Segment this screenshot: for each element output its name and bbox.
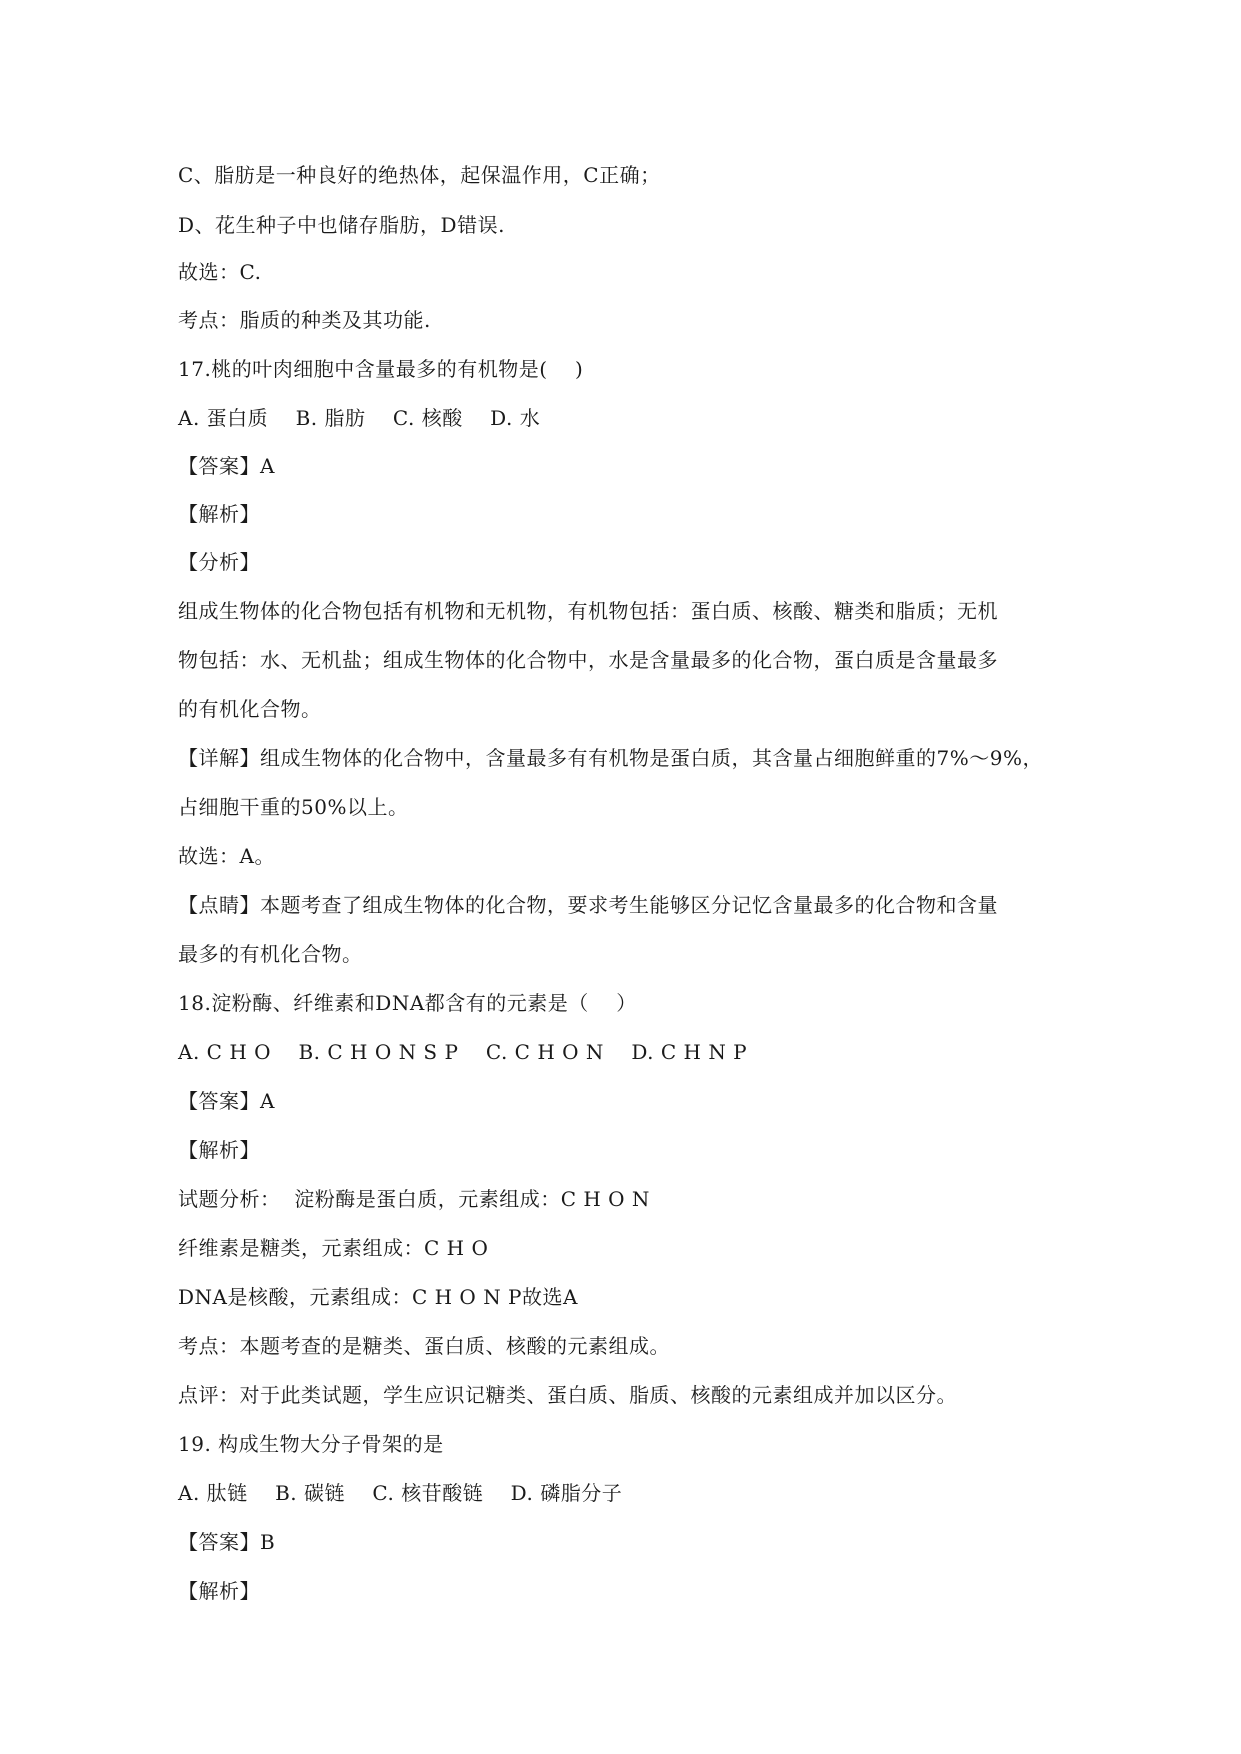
question-18-options: A. C H O B. C H O N S P C. C H O N D. C H N P	[178, 1040, 748, 1064]
text-line: 纤维素是糖类，元素组成：C H O	[178, 1236, 489, 1260]
text-line: 考点：本题考查的是糖类、蛋白质、核酸的元素组成。	[178, 1334, 670, 1358]
text-line: 点评：对于此类试题，学生应识记糖类、蛋白质、脂质、核酸的元素组成并加以区分。	[178, 1383, 957, 1407]
question-19-options: A. 肽链 B. 碳链 C. 核苷酸链 D. 磷脂分子	[178, 1481, 623, 1505]
text-line: 故选：C.	[178, 260, 262, 284]
text-line: DNA是核酸，元素组成：C H O N P故选A	[178, 1285, 578, 1309]
detail-explanation: 【详解】组成生物体的化合物中，含量最多有有机物是蛋白质，其含量占细胞鲜重的7%～9%，	[178, 746, 1043, 770]
question-19: 19. 构成生物大分子骨架的是	[178, 1432, 444, 1456]
answer-label: 【答案】B	[178, 1530, 276, 1554]
text-line: 组成生物体的化合物包括有机物和无机物，有机物包括：蛋白质、核酸、糖类和脂质；无机	[178, 599, 998, 623]
text-line: C、脂肪是一种良好的绝热体，起保温作用，C正确；	[178, 163, 661, 187]
comment-text: 【点睛】本题考查了组成生物体的化合物，要求考生能够区分记忆含量最多的化合物和含量	[178, 893, 998, 917]
question-18: 18.淀粉酶、纤维素和DNA都含有的元素是（ ）	[178, 991, 637, 1015]
text-line: 试题分析： 淀粉酶是蛋白质，元素组成：C H O N	[178, 1187, 650, 1211]
text-line: 物包括：水、无机盐；组成生物体的化合物中，水是含量最多的化合物，蛋白质是含量最多	[178, 648, 998, 672]
answer-label: 【答案】A	[178, 1089, 275, 1113]
analysis-label: 【解析】	[178, 1579, 260, 1603]
analysis-section-label: 【分析】	[178, 550, 260, 574]
question-17: 17.桃的叶肉细胞中含量最多的有机物是( )	[178, 357, 584, 381]
analysis-label: 【解析】	[178, 502, 260, 526]
text-line: D、花生种子中也储存脂肪，D错误.	[178, 213, 505, 237]
text-line: 最多的有机化合物。	[178, 942, 363, 966]
text-line: 的有机化合物。	[178, 697, 322, 721]
answer-label: 【答案】A	[178, 454, 275, 478]
text-line: 考点：脂质的种类及其功能.	[178, 308, 431, 332]
text-line: 故选：A。	[178, 844, 275, 868]
text-line: 占细胞干重的50%以上。	[178, 795, 409, 819]
analysis-label: 【解析】	[178, 1138, 260, 1162]
question-17-options: A. 蛋白质 B. 脂肪 C. 核酸 D. 水	[178, 406, 541, 430]
